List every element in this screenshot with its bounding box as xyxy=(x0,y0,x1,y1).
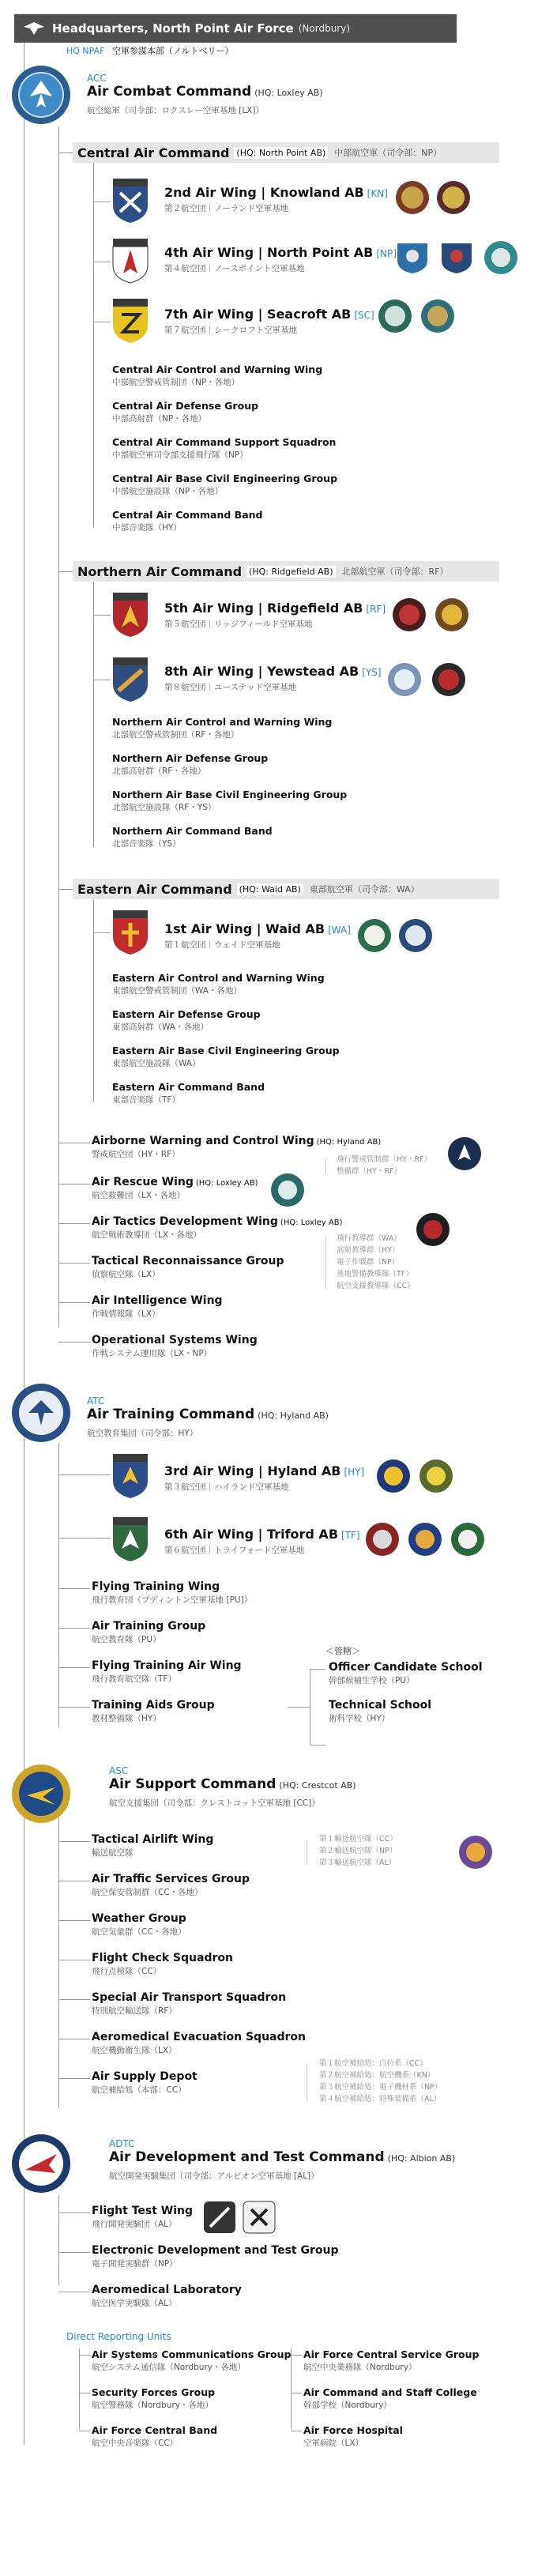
unit-jp: 北部音楽隊（YS） xyxy=(112,839,181,849)
note-bracket xyxy=(325,1237,326,1288)
unit-name: Flight Check Squadron xyxy=(92,1952,233,1964)
list-item xyxy=(92,2386,215,2411)
unit-name: Electronic Development and Test Group xyxy=(92,2244,339,2257)
3rd-air-wing-name xyxy=(164,1463,364,1478)
unit-jp: 東部高射群（WA・各地） xyxy=(112,1022,209,1032)
unit-connector xyxy=(58,1342,90,1343)
list-item xyxy=(329,1699,431,1724)
list-item xyxy=(92,2031,306,2056)
unit-jp: 警戒航空団（HY・RF） xyxy=(92,1150,180,1159)
unit-jp: 航空システム通信隊（Nordbury・各地） xyxy=(92,2363,246,2372)
list-item xyxy=(112,789,347,813)
adtc-abbr: ADTC xyxy=(109,2138,135,2149)
unit-jp: 北部航空施設隊（RF・YS） xyxy=(112,803,216,812)
unit-name: Technical School xyxy=(329,1699,432,1712)
unit-jp: 中部高射群（NP・各地） xyxy=(112,414,207,424)
hq-npaf-label xyxy=(66,44,234,57)
unit-jp: 中部音楽隊（HY） xyxy=(112,523,182,533)
squadron-patch-icon xyxy=(483,240,518,275)
adtc-emblem-icon xyxy=(11,2133,71,2194)
unit-name xyxy=(92,1215,343,1228)
supply-note xyxy=(319,2058,442,2105)
unit-jp: 航空戦術教導団（LX・各地） xyxy=(92,1230,202,1240)
wing-name-text: 5th Air Wing | Ridgefield AB xyxy=(164,601,363,616)
list-item xyxy=(92,1952,233,1977)
note-line: 第２航空補給処：航空機系（KN） xyxy=(319,2071,435,2080)
1st-air-wing-shield-icon xyxy=(111,909,150,956)
atc-title xyxy=(87,1407,329,1422)
unit-name: Aeromedical Evacuation Squadron xyxy=(92,2031,307,2043)
list-item xyxy=(92,2070,198,2096)
region-hq: (HQ: Ridgefield AB) xyxy=(246,566,335,578)
wing-jp: 第４航空団｜ノースポイント空軍基地 xyxy=(164,264,305,273)
5th-air-wing-name xyxy=(164,601,386,616)
unit-name: Air Force Hospital xyxy=(303,2424,403,2436)
note-line: 第４航空補給処：特殊装備系（AL） xyxy=(319,2095,442,2103)
unit-jp: 東部航空警戒管制団（WA・各地） xyxy=(112,986,242,996)
central-air-command-bar xyxy=(73,142,499,163)
unit-name: Eastern Air Command Band xyxy=(112,1081,265,1093)
unit-name: Central Air Command Band xyxy=(112,509,263,521)
acc-emblem-icon xyxy=(11,65,71,125)
atc-emblem-icon xyxy=(11,1383,71,1443)
note-line: 第３輸送航空隊（AL） xyxy=(319,1859,397,1867)
unit-jp: 北部高射群（RF・各地） xyxy=(112,766,206,776)
asc-hq: (HQ: Crestcot AB) xyxy=(279,1780,356,1791)
list-item xyxy=(92,1659,242,1685)
unit-connector xyxy=(58,2078,90,2079)
unit-jp: 術科学校（HY） xyxy=(329,1714,390,1723)
squadron-patch-icon xyxy=(408,1522,442,1557)
list-item xyxy=(329,1661,483,1686)
unit-jp: 航空中央音楽隊（CC） xyxy=(92,2439,179,2448)
list-item xyxy=(303,2424,403,2449)
air-force-wings-icon xyxy=(22,19,46,38)
atc-spine xyxy=(58,1443,59,1727)
airlift-note xyxy=(319,1833,397,1869)
squadron-patch-icon xyxy=(395,180,430,215)
list-item xyxy=(92,1991,286,2017)
unit-jp: 航空教育隊（PU） xyxy=(92,1635,161,1644)
eastern-air-command-bar xyxy=(73,879,499,899)
list-item xyxy=(112,473,337,497)
unit-jp: 航空気象群（CC・各地） xyxy=(92,1927,186,1937)
list-item xyxy=(92,1620,205,1645)
region-jp: 東部航空軍（司令部：WA） xyxy=(309,884,419,894)
unit-jp: 電子開発実験群（NP） xyxy=(92,2259,178,2269)
wing-jp: 第２航空団｜ノーランド空軍基地 xyxy=(164,204,289,213)
unit-name: Air Traffic Services Group xyxy=(92,1873,250,1885)
unit-connector xyxy=(58,1302,90,1303)
northern-air-command-bar xyxy=(73,561,499,582)
wing-name-text: 2nd Air Wing | Knowland AB xyxy=(164,185,364,200)
note-line: 基地警備教導隊（TF） xyxy=(337,1270,413,1279)
wing-jp: 第５航空団｜リッジフィールド空軍基地 xyxy=(164,620,313,629)
squadron-patch-icon xyxy=(357,918,392,953)
page-header xyxy=(14,14,457,43)
unit-jp: 作戦情報隊（LX） xyxy=(92,1309,160,1319)
page-subtitle: (Nordbury) xyxy=(298,23,351,34)
unit-jp: 航空補給処（本部：CC） xyxy=(92,2085,186,2095)
direct-spine-left xyxy=(79,2348,80,2429)
unit-connector xyxy=(58,1223,90,1224)
wing-code: [WA] xyxy=(328,925,351,936)
list-item xyxy=(92,1873,250,1898)
list-item xyxy=(92,1176,258,1201)
tactics-patch-icon xyxy=(416,1212,450,1247)
note-line: 整備群（HY・RF） xyxy=(337,1167,402,1176)
acc-hq: (HQ: Loxley AB) xyxy=(254,88,323,98)
region-title: Central Air Command xyxy=(77,145,230,160)
unit-jp: 飛行教育航空隊（TF） xyxy=(92,1674,176,1684)
adtc-title-text: Air Development and Test Command xyxy=(109,2149,385,2165)
unit-jp: 輸送航空隊 xyxy=(92,1848,134,1858)
unit-hq: (HQ: Loxley AB) xyxy=(280,1218,343,1227)
northern-connector xyxy=(58,571,74,572)
adtc-hq: (HQ: Albion AB) xyxy=(387,2153,456,2164)
unit-name: Weather Group xyxy=(92,1912,186,1925)
page-title: Headquarters, North Point Air Force xyxy=(52,21,294,36)
squadron-patch-icon xyxy=(387,662,422,697)
region-jp: 北部航空軍（司令部：RF） xyxy=(341,567,449,577)
list-item xyxy=(92,2424,217,2449)
wing-name-text: 1st Air Wing | Waid AB xyxy=(164,921,325,936)
wing-connector xyxy=(58,1474,111,1475)
unit-name: Flying Training Air Wing xyxy=(92,1659,242,1672)
7th-air-wing-shield-icon xyxy=(111,297,150,345)
unit-jp: 中部航空警戒管制団（NP・各地） xyxy=(112,378,240,387)
unit-name xyxy=(92,1135,381,1147)
list-item xyxy=(112,716,332,740)
region-title: Northern Air Command xyxy=(77,563,243,579)
awacs-patch-icon xyxy=(447,1136,482,1171)
unit-name-text: Air Tactics Development Wing xyxy=(92,1215,278,1228)
unit-name: Northern Air Command Band xyxy=(112,825,273,837)
unit-connector xyxy=(58,1628,90,1629)
adtc-jp: 航空開発実験集団（司令部：アルビオン空軍基地 [AL]） xyxy=(109,2171,319,2181)
list-item xyxy=(112,509,263,533)
7th-air-wing-name xyxy=(164,307,374,322)
unit-name-text: Airborne Warning and Control Wing xyxy=(92,1135,314,1147)
8th-air-wing-name xyxy=(164,664,382,679)
asc-title-text: Air Support Command xyxy=(109,1776,276,1792)
eastern-spine xyxy=(93,899,94,1102)
list-item xyxy=(92,1294,223,1320)
unit-connector xyxy=(58,1920,90,1921)
squadron-patch-icon xyxy=(395,240,430,275)
unit-name: Northern Air Defense Group xyxy=(112,752,269,764)
list-item xyxy=(112,1081,265,1105)
list-item xyxy=(112,363,322,388)
note-line: 高射教導群（HY） xyxy=(337,1246,400,1255)
wing-code: [RF] xyxy=(366,604,386,615)
note-line: 第１輸送航空隊（CC） xyxy=(319,1835,397,1843)
squadron-patch-icon xyxy=(376,1459,411,1493)
list-item xyxy=(92,1255,284,1280)
squadron-patch-icon xyxy=(439,240,474,275)
hq-jp: 空軍参謀本部（ノルトベリー） xyxy=(111,46,234,56)
unit-connector xyxy=(58,1707,90,1708)
6th-air-wing-shield-icon xyxy=(111,1516,150,1563)
list-item xyxy=(303,2348,479,2373)
3rd-air-wing-shield-icon xyxy=(111,1452,150,1500)
8th-air-wing-shield-icon xyxy=(111,656,150,703)
eastern-connector xyxy=(58,889,74,890)
note-line: 飛行教導群（WA） xyxy=(337,1234,401,1243)
unit-jp: 東部音楽隊（TF） xyxy=(112,1095,180,1105)
unit-jp: 航空警務隊（Nordbury・各地） xyxy=(92,2401,213,2410)
jurisdiction-connector xyxy=(310,1745,325,1746)
awacs-note xyxy=(337,1154,431,1177)
note-line: 第３航空補給処：電子機材系（NP） xyxy=(319,2083,442,2092)
wing-code: [KN] xyxy=(367,188,388,199)
list-item xyxy=(112,400,258,424)
unit-connector xyxy=(58,1999,90,2000)
tactics-note xyxy=(337,1233,415,1292)
note-line: 第２輸送航空隊（NP） xyxy=(319,1847,397,1855)
unit-name: Security Forces Group xyxy=(92,2386,216,2398)
wing-connector xyxy=(93,932,111,933)
unit-name: Eastern Air Defense Group xyxy=(112,1008,261,1020)
4th-air-wing-shield-icon xyxy=(111,237,150,284)
rescue-patch-icon xyxy=(270,1173,305,1207)
unit-name: Officer Candidate School xyxy=(329,1661,483,1674)
hq-abbr: HQ NPAF xyxy=(66,46,105,56)
unit-connector xyxy=(58,1841,90,1842)
5th-air-wing-shield-icon xyxy=(111,591,150,638)
list-item xyxy=(92,2348,291,2373)
asc-emblem-icon xyxy=(11,1764,71,1824)
unit-jp: 偵察航空隊（LX） xyxy=(92,1270,160,1279)
list-item xyxy=(92,2284,242,2309)
wing-code: [NP] xyxy=(376,248,397,259)
list-item xyxy=(112,972,325,996)
unit-name: Air Command and Staff College xyxy=(303,2386,477,2398)
wing-connector xyxy=(93,201,111,202)
unit-hq: (HQ: Hyland AB) xyxy=(316,1138,382,1147)
unit-name: Air Training Group xyxy=(92,1620,206,1633)
unit-name: Operational Systems Wing xyxy=(92,1334,258,1346)
unit-jp: 中部航空施設隊（NP・各地） xyxy=(112,487,224,496)
jurisdiction-label: ＜管轄＞ xyxy=(325,1646,360,1656)
unit-name: Flight Test Wing xyxy=(92,2205,194,2217)
adtc-spine xyxy=(58,2195,59,2285)
unit-connector xyxy=(79,2355,90,2356)
unit-name: Northern Air Control and Warning Wing xyxy=(112,716,333,728)
list-item xyxy=(112,436,336,461)
wing-name-text: 4th Air Wing | North Point AB xyxy=(164,245,374,260)
unit-jp: 東部航空施設隊（WA） xyxy=(112,1059,201,1068)
atc-hq: (HQ: Hyland AB) xyxy=(258,1410,329,1421)
unit-jp: 特別航空輸送隊（RF） xyxy=(92,2006,177,2016)
unit-name: Eastern Air Base Civil Engineering Group xyxy=(112,1045,340,1056)
unit-name: Eastern Air Control and Warning Wing xyxy=(112,972,325,984)
asc-title xyxy=(109,1776,356,1792)
unit-name: Air Force Central Service Group xyxy=(303,2348,480,2360)
unit-connector xyxy=(58,1263,90,1264)
list-item xyxy=(112,1045,340,1069)
unit-name: Aeromedical Laboratory xyxy=(92,2284,242,2296)
note-bracket xyxy=(325,1158,326,1174)
region-title: Eastern Air Command xyxy=(77,881,232,897)
acc-title-text: Air Combat Command xyxy=(87,84,252,100)
note-line: 電子作戦群（NP） xyxy=(337,1258,400,1267)
flight-test-patch-icon xyxy=(242,2200,276,2235)
unit-name: Northern Air Base Civil Engineering Group xyxy=(112,789,348,800)
unit-jp: 幹部候補生学校（PU） xyxy=(329,1676,415,1685)
unit-name: Air Supply Depot xyxy=(92,2070,198,2083)
unit-jp: 航空中央業務隊（Nordbury） xyxy=(303,2363,417,2372)
wing-code: [SC] xyxy=(354,310,374,321)
direct-reporting-label: Direct Reporting Units xyxy=(66,2331,171,2342)
wing-jp: 第６航空団｜トライフォード空軍基地 xyxy=(164,1546,305,1555)
unit-name: Training Aids Group xyxy=(92,1699,215,1712)
northern-spine xyxy=(93,582,94,847)
list-item xyxy=(112,752,268,777)
unit-jp: 北部航空警戒管制団（RF・各地） xyxy=(112,730,239,740)
unit-connector xyxy=(291,2355,302,2356)
squadron-patch-icon xyxy=(378,299,412,333)
unit-name xyxy=(92,1176,258,1188)
note-line: 飛行警戒管制群（HY・RF） xyxy=(337,1155,432,1164)
unit-name: Tactical Reconnaissance Group xyxy=(92,1255,284,1267)
wing-name-text: 6th Air Wing | Triford AB xyxy=(164,1527,339,1542)
wing-jp: 第７航空団｜シークロフト空軍基地 xyxy=(164,326,297,335)
unit-name-text: Air Rescue Wing xyxy=(92,1176,194,1188)
list-item xyxy=(92,1334,258,1359)
list-item xyxy=(303,2386,477,2411)
note-line: 航空支援教導隊（CC） xyxy=(337,1282,415,1290)
unit-jp: 教材整備隊（HY） xyxy=(92,1714,161,1723)
airlift-patch-icon xyxy=(458,1835,493,1870)
unit-jp: 中部航空軍司令部支援飛行隊（NP） xyxy=(112,450,248,460)
list-item xyxy=(92,2244,339,2269)
wing-code: [YS] xyxy=(362,667,382,678)
note-line: 第１航空補給処：白拉系（CC） xyxy=(319,2059,427,2068)
acc-jp: 航空総軍（司令部：ロクスレー空軍基地 [LX]） xyxy=(87,106,264,115)
acc-abbr: ACC xyxy=(87,73,107,84)
wing-name-text: 8th Air Wing | Yewstead AB xyxy=(164,664,359,679)
unit-jp: 航空機動衛生隊（LX） xyxy=(92,2046,177,2055)
4th-air-wing-name xyxy=(164,245,397,260)
unit-name: Central Air Defense Group xyxy=(112,400,259,412)
wing-jp: 第１航空団｜ウェイド空軍基地 xyxy=(164,940,280,950)
2nd-air-wing-shield-icon xyxy=(111,177,150,224)
unit-name: Central Air Base Civil Engineering Group xyxy=(112,473,338,484)
jurisdiction-connector xyxy=(288,1707,310,1708)
asc-abbr: ASC xyxy=(109,1765,129,1776)
unit-jp: 作戦システム運用隊（LX・NP） xyxy=(92,1349,213,1358)
central-spine xyxy=(93,163,94,528)
squadron-patch-icon xyxy=(450,1522,485,1557)
list-item xyxy=(112,1008,261,1033)
acc-spine xyxy=(58,126,59,1328)
unit-connector xyxy=(58,1588,90,1589)
region-hq: (HQ: North Point AB) xyxy=(234,147,328,159)
unit-name: Central Air Command Support Squadron xyxy=(112,436,337,448)
list-item xyxy=(92,1215,343,1241)
1st-air-wing-name xyxy=(164,921,351,936)
squadron-patch-icon xyxy=(392,597,427,632)
wing-jp: 第３航空団｜ハイランド空軍基地 xyxy=(164,1482,289,1492)
atc-abbr: ATC xyxy=(87,1395,105,1407)
unit-name: Flying Training Wing xyxy=(92,1580,220,1593)
list-item xyxy=(92,1580,252,1606)
atc-jp: 航空教育集団（司令部：HY） xyxy=(87,1429,198,1438)
unit-jp: 飛行開発実験団（AL） xyxy=(92,2220,177,2229)
asc-jp: 航空支援集団（司令部：クレストコット空軍基地 [CC]） xyxy=(109,1798,320,1808)
list-item xyxy=(92,1912,186,1938)
unit-jp: 空軍病院（LX） xyxy=(303,2439,364,2448)
list-item xyxy=(92,1699,215,1724)
unit-name: Air Intelligence Wing xyxy=(92,1294,223,1307)
unit-connector xyxy=(58,1667,90,1668)
atc-title-text: Air Training Command xyxy=(87,1407,255,1422)
unit-name: Special Air Transport Squadron xyxy=(92,1991,287,2004)
unit-jp: 航空保安管制群（CC・各地） xyxy=(92,1888,203,1897)
squadron-patch-icon xyxy=(419,1459,453,1493)
acc-title xyxy=(87,84,323,100)
wing-code: [HY] xyxy=(344,1467,365,1478)
6th-air-wing-name xyxy=(164,1527,360,1542)
squadron-patch-icon xyxy=(434,597,469,632)
wing-name-text: 7th Air Wing | Seacroft AB xyxy=(164,307,352,322)
2nd-air-wing-name xyxy=(164,185,388,200)
unit-name: Air Systems Communications Group xyxy=(92,2348,292,2360)
region-hq: (HQ: Waid AB) xyxy=(237,883,303,895)
squadron-patch-icon xyxy=(431,662,466,697)
unit-jp: 航空救難団（LX・各地） xyxy=(92,1191,186,1200)
asc-spine xyxy=(58,1817,59,2108)
list-item xyxy=(92,1833,213,1859)
unit-name: Central Air Control and Warning Wing xyxy=(112,363,323,375)
unit-hq: (HQ: Loxley AB) xyxy=(195,1179,258,1188)
unit-connector xyxy=(58,2252,90,2253)
wing-code: [TF] xyxy=(341,1530,360,1541)
flight-test-patch-icon xyxy=(202,2200,237,2235)
list-item xyxy=(92,2205,193,2230)
unit-jp: 飛行点検隊（CC） xyxy=(92,1967,162,1976)
jurisdiction-connector xyxy=(310,1669,325,1670)
list-item xyxy=(112,825,273,849)
squadron-patch-icon xyxy=(436,180,471,215)
squadron-patch-icon xyxy=(420,299,455,333)
unit-jp: 幹部学校（Nordbury） xyxy=(303,2401,392,2410)
wing-connector xyxy=(93,615,111,616)
region-jp: 中部航空軍（司令部：NP） xyxy=(334,148,442,158)
unit-name: Air Force Central Band xyxy=(92,2424,218,2436)
wing-name-text: 3rd Air Wing | Hyland AB xyxy=(164,1463,341,1478)
adtc-title xyxy=(109,2149,455,2165)
wing-jp: 第８航空団｜ユーステッド空軍基地 xyxy=(164,683,297,692)
unit-name: Tactical Airlift Wing xyxy=(92,1833,214,1846)
squadron-patch-icon xyxy=(398,918,433,953)
unit-jp: 飛行教育団（プディントン空軍基地 [PU]） xyxy=(92,1595,253,1605)
unit-jp: 航空医学実験隊（AL） xyxy=(92,2299,177,2308)
squadron-patch-icon xyxy=(365,1522,400,1557)
